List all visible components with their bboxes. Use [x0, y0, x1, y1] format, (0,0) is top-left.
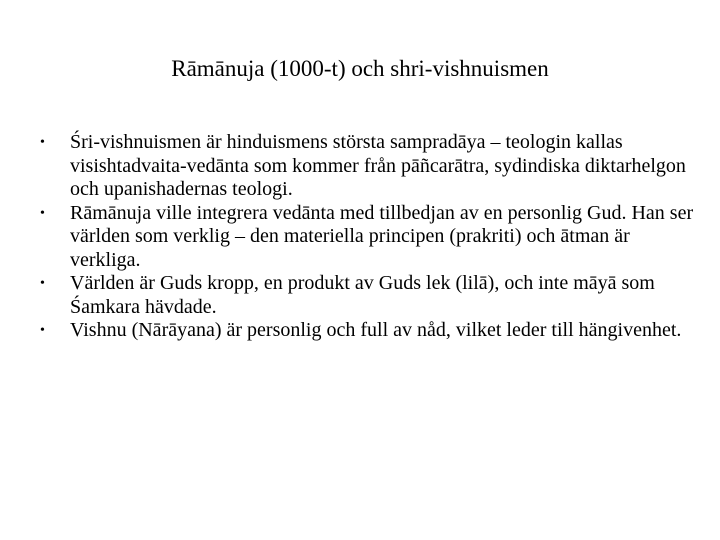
bullet-text-2: Rāmānuja ville integrera vedānta med tillbedjan av en personlig Gud. Han ser världen som verklig – den materiella principen (prakriti) och ātman är verkliga.: [70, 201, 694, 271]
bullet-marker: •: [40, 135, 45, 150]
bullet-text-1: Śri-vishnuismen är hinduismens största sampradāya – teologin kallas visishtadvaita-vedānta som kommer från pāñcarātra, sydindiska diktarhelgon och upanishadernas teologi.: [70, 131, 686, 200]
bullet-marker: •: [40, 205, 45, 221]
bullet-list: [40, 131, 700, 343]
bullet-marker: •: [40, 323, 45, 338]
bullet-item-4: [40, 319, 700, 343]
bullet-text-4: Vishnu (Nārāyana) är personlig och full av nåd, vilket leder till hängivenhet.: [70, 319, 682, 341]
slide-title: Rāmānuja (1000-t) och shri-vishnuismen: [171, 56, 549, 81]
bullet-item-2: [40, 202, 700, 273]
bullet-item-1: [40, 131, 700, 202]
bullet-marker: •: [40, 276, 45, 291]
bullet-text-3: Världen är Guds kropp, en produkt av Guds lek (lilā), och inte māyā som Śamkara hävdade.: [70, 272, 655, 318]
bullet-item-3: [40, 272, 700, 319]
